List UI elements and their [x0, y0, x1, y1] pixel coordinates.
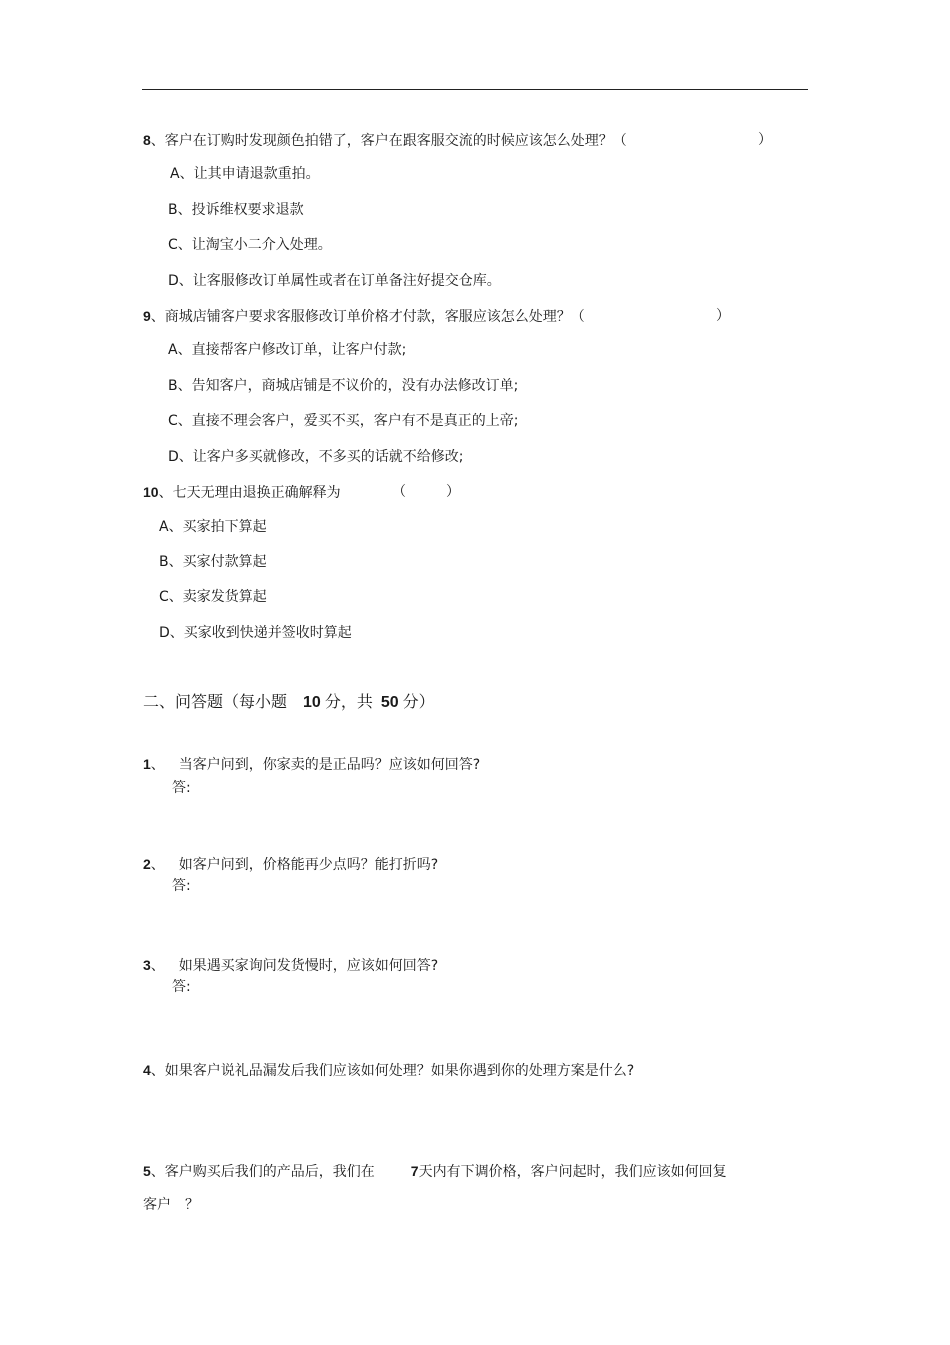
header-rule — [142, 89, 808, 90]
question-text-a: 、客户购买后我们的产品后，我们在 — [150, 1164, 375, 1180]
option-b: B、告知客户，商城店铺是不议价的，没有办法修改订单; — [168, 378, 519, 394]
option-c: C、让淘宝小二介入处理。 — [168, 237, 332, 253]
question-8 — [143, 131, 627, 150]
section-heading — [143, 692, 435, 713]
question-text: 、七天无理由退换正确解释为 — [158, 485, 341, 501]
question-text: 如果遇买家询问发货慢时，应该如何回答? — [178, 958, 439, 974]
short-question-5 — [143, 1162, 727, 1181]
option-d: D、让客户多买就修改，不多买的话就不给修改; — [168, 449, 464, 465]
question-text: 如客户问到，价格能再少点吗？能打折吗? — [178, 857, 439, 873]
option-c: C、直接不理会客户，爱买不买，客户有不是真正的上帝; — [168, 413, 519, 429]
paren-open: （ — [392, 484, 406, 500]
question-text: 、商城店铺客户要求客服修改订单价格才付款，客服应该怎么处理？（ — [150, 309, 585, 325]
option-a: A、让其申请退款重拍。 — [170, 166, 320, 182]
question-text: 、客户在订购时发现颜色拍错了，客户在跟客服交流的时候应该怎么处理？（ — [150, 133, 627, 149]
option-a: A、直接帮客户修改订单，让客户付款; — [168, 342, 407, 358]
paren-close: ） — [758, 132, 772, 148]
question-sep: 、 — [150, 958, 165, 974]
option-a: A、买家拍下算起 — [159, 519, 267, 535]
paren-close: ） — [446, 484, 460, 500]
section-mid: 分，共 — [324, 692, 373, 711]
short-question-2 — [143, 855, 438, 874]
option-d: D、买家收到快递并签收时算起 — [159, 625, 352, 641]
paren-close: ） — [716, 308, 730, 324]
section-prefix: 二、问答题（每小题 — [143, 692, 288, 711]
answer-label: 答: — [172, 878, 191, 894]
option-c: C、卖家发货算起 — [159, 589, 267, 605]
question-text-b: 天内有下调价格，客户问起时，我们应该如何回复 — [418, 1164, 727, 1180]
question-number: 10 — [143, 484, 159, 500]
question-10 — [143, 483, 341, 502]
short-question-4 — [143, 1061, 634, 1080]
section-total: 50 — [380, 694, 399, 711]
option-b: B、投诉维权要求退款 — [168, 202, 304, 218]
answer-label: 答: — [172, 979, 191, 995]
section-suffix: 分） — [402, 692, 435, 711]
question-number: 2 — [143, 856, 151, 872]
short-question-3 — [143, 956, 438, 975]
option-d: D、让客服修改订单属性或者在订单备注好提交仓库。 — [168, 273, 501, 289]
question-number: 8 — [143, 132, 151, 148]
section-points: 10 — [303, 694, 321, 711]
question-number: 4 — [143, 1062, 151, 1078]
option-b: B、买家付款算起 — [159, 554, 267, 570]
question-number: 3 — [143, 957, 151, 973]
question-sep: 、 — [150, 757, 165, 773]
short-question-1 — [143, 755, 480, 774]
question-text-c: 客户 ？ — [143, 1197, 199, 1213]
answer-label: 答: — [172, 780, 191, 796]
question-9 — [143, 307, 585, 326]
question-number: 1 — [143, 756, 151, 772]
question-number: 9 — [143, 308, 151, 324]
days-number: 7 — [410, 1163, 419, 1179]
question-sep: 、 — [150, 857, 165, 873]
question-text: 当客户问到，你家卖的是正品吗？应该如何回答? — [178, 757, 481, 773]
question-text: 、如果客户说礼品漏发后我们应该如何处理？如果你遇到你的处理方案是什么? — [150, 1063, 635, 1079]
question-number: 5 — [143, 1163, 151, 1179]
